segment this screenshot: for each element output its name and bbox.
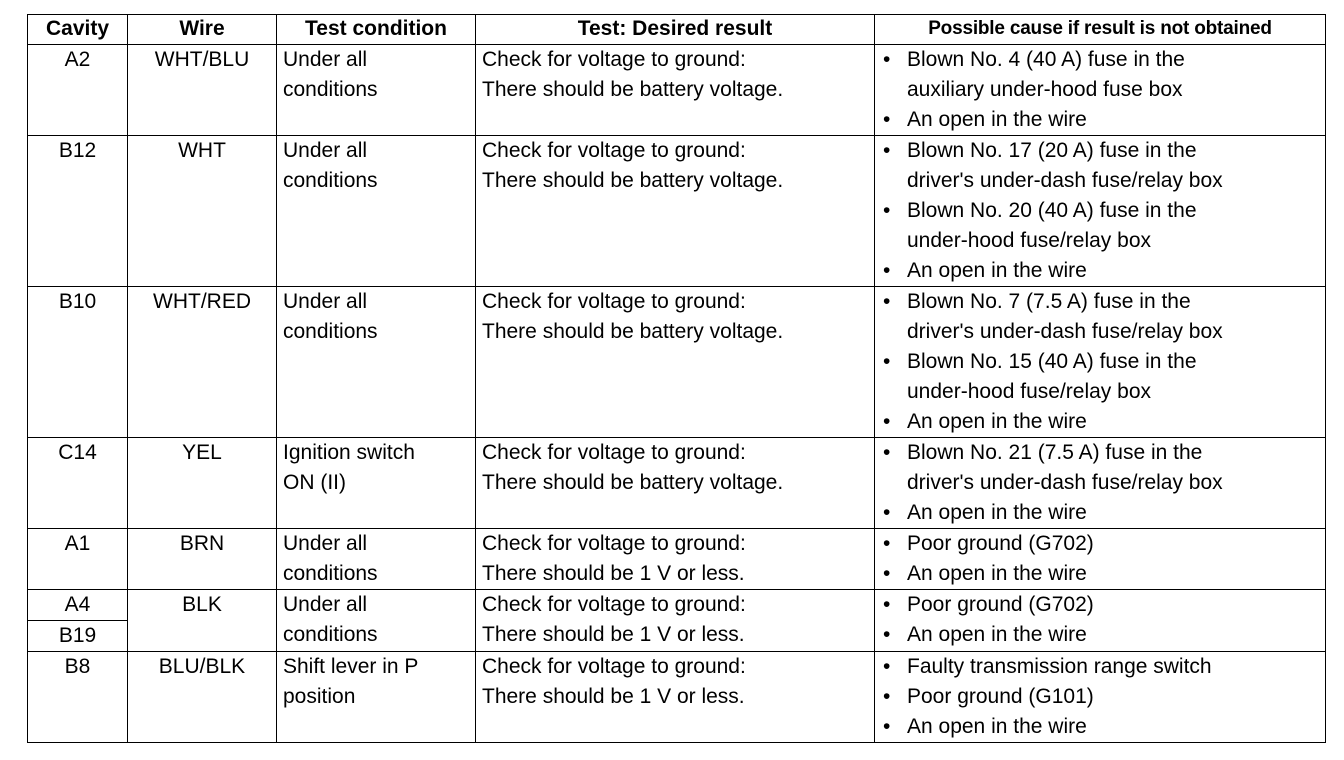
result-line: Check for voltage to ground:: [482, 441, 746, 464]
cause-line: An open in the wire: [907, 410, 1087, 433]
condition-line: Shift lever in P: [283, 655, 419, 678]
wire-cell: YEL: [128, 438, 277, 529]
condition-cell: [277, 287, 476, 438]
table-row: [28, 45, 1326, 136]
bullet-icon: •: [883, 410, 891, 433]
cause-line: Blown No. 4 (40 A) fuse in the: [907, 48, 1185, 71]
condition-cell: [277, 652, 476, 743]
cause-item: [881, 529, 1319, 559]
cause-item: [881, 590, 1319, 620]
condition-line: conditions: [283, 78, 378, 101]
cavity-cell: C14: [28, 438, 128, 529]
cause-line: under-hood fuse/relay box: [907, 380, 1151, 403]
condition-line: conditions: [283, 320, 378, 343]
cavity-cell: A1: [28, 529, 128, 590]
result-cell: [476, 438, 875, 529]
table-row: [28, 529, 1326, 590]
cause-cell: [875, 590, 1326, 652]
condition-cell: [277, 136, 476, 287]
cause-list: [881, 45, 1319, 135]
cause-line: An open in the wire: [907, 562, 1087, 585]
table-row: [28, 590, 1326, 621]
bullet-icon: •: [883, 532, 891, 555]
wire-cell: BLK: [128, 590, 277, 652]
cause-list: [881, 287, 1319, 437]
result-line: There should be battery voltage.: [482, 78, 784, 101]
condition-line: Under all: [283, 139, 368, 162]
result-line: Check for voltage to ground:: [482, 655, 746, 678]
wire-cell: WHT/BLU: [128, 45, 277, 136]
wire-cell: WHT: [128, 136, 277, 287]
condition-line: position: [283, 685, 356, 708]
result-cell: [476, 287, 875, 438]
condition-line: conditions: [283, 169, 378, 192]
cause-item: [881, 498, 1319, 528]
cause-line: Poor ground (G101): [907, 685, 1094, 708]
cause-item: [881, 438, 1319, 498]
bullet-icon: •: [883, 655, 891, 678]
cavity-cell: A4: [28, 590, 128, 621]
cause-line: Poor ground (G702): [907, 532, 1094, 555]
cause-line: Blown No. 17 (20 A) fuse in the: [907, 139, 1197, 162]
header-desired-result: Test: Desired result: [476, 15, 875, 45]
result-line: There should be 1 V or less.: [482, 685, 745, 708]
bullet-icon: •: [883, 48, 891, 71]
bullet-icon: •: [883, 593, 891, 616]
cavity-cell: A2: [28, 45, 128, 136]
result-line: There should be 1 V or less.: [482, 562, 745, 585]
diagnostic-table: [27, 14, 1326, 743]
cause-item: [881, 196, 1319, 256]
cause-line: driver's under-dash fuse/relay box: [907, 471, 1223, 494]
condition-line: Ignition switch: [283, 441, 415, 464]
condition-line: ON (II): [283, 471, 346, 494]
header-test-condition: Test condition: [277, 15, 476, 45]
result-cell: [476, 652, 875, 743]
condition-line: Under all: [283, 290, 368, 313]
cause-item: [881, 652, 1319, 682]
bullet-icon: •: [883, 715, 891, 738]
cause-line: auxiliary under-hood fuse box: [907, 78, 1183, 101]
cause-cell: [875, 652, 1326, 743]
cause-line: Poor ground (G702): [907, 593, 1094, 616]
cause-list: [881, 652, 1319, 742]
condition-line: Under all: [283, 532, 368, 555]
condition-cell: [277, 45, 476, 136]
cause-list: [881, 438, 1319, 528]
result-line: There should be 1 V or less.: [482, 623, 745, 646]
result-cell: [476, 529, 875, 590]
bullet-icon: •: [883, 108, 891, 131]
cause-line: An open in the wire: [907, 623, 1087, 646]
wire-cell: BRN: [128, 529, 277, 590]
table-row: [28, 438, 1326, 529]
cause-line: Blown No. 20 (40 A) fuse in the: [907, 199, 1197, 222]
cause-item: [881, 407, 1319, 437]
cause-line: An open in the wire: [907, 715, 1087, 738]
cause-line: An open in the wire: [907, 501, 1087, 524]
condition-line: Under all: [283, 593, 368, 616]
table-row: [28, 287, 1326, 438]
cause-line: driver's under-dash fuse/relay box: [907, 320, 1223, 343]
header-row: [28, 15, 1326, 45]
result-line: Check for voltage to ground:: [482, 290, 746, 313]
condition-line: Under all: [283, 48, 368, 71]
cause-cell: [875, 45, 1326, 136]
table-row: [28, 136, 1326, 287]
result-cell: [476, 136, 875, 287]
bullet-icon: •: [883, 290, 891, 313]
cause-item: [881, 136, 1319, 196]
cause-cell: [875, 438, 1326, 529]
cause-item: [881, 256, 1319, 286]
bullet-icon: •: [883, 139, 891, 162]
result-cell: [476, 45, 875, 136]
result-line: Check for voltage to ground:: [482, 532, 746, 555]
cause-line: Blown No. 21 (7.5 A) fuse in the: [907, 441, 1203, 464]
cavity-cell: B8: [28, 652, 128, 743]
cause-line: driver's under-dash fuse/relay box: [907, 169, 1223, 192]
cause-item: [881, 620, 1319, 650]
bullet-icon: •: [883, 562, 891, 585]
table-row: [28, 652, 1326, 743]
condition-cell: [277, 590, 476, 652]
result-line: Check for voltage to ground:: [482, 139, 746, 162]
header-wire: Wire: [128, 15, 277, 45]
condition-line: conditions: [283, 623, 378, 646]
result-line: There should be battery voltage.: [482, 471, 784, 494]
condition-cell: [277, 529, 476, 590]
bullet-icon: •: [883, 501, 891, 524]
cause-line: Blown No. 15 (40 A) fuse in the: [907, 350, 1197, 373]
bullet-icon: •: [883, 685, 891, 708]
cause-list: [881, 136, 1319, 286]
result-line: There should be battery voltage.: [482, 320, 784, 343]
cavity-cell: B19: [28, 621, 128, 652]
cause-item: [881, 559, 1319, 589]
condition-line: conditions: [283, 562, 378, 585]
cause-line: Faulty transmission range switch: [907, 655, 1212, 678]
cause-item: [881, 287, 1319, 347]
cause-item: [881, 347, 1319, 407]
cause-line: Blown No. 7 (7.5 A) fuse in the: [907, 290, 1191, 313]
cause-cell: [875, 529, 1326, 590]
cause-cell: [875, 287, 1326, 438]
cause-line: under-hood fuse/relay box: [907, 229, 1151, 252]
cause-line: An open in the wire: [907, 108, 1087, 131]
cause-cell: [875, 136, 1326, 287]
header-possible-cause: Possible cause if result is not obtained: [875, 15, 1326, 45]
cause-list: [881, 590, 1319, 650]
result-line: There should be battery voltage.: [482, 169, 784, 192]
cause-line: An open in the wire: [907, 259, 1087, 282]
bullet-icon: •: [883, 350, 891, 373]
wire-cell: BLU/BLK: [128, 652, 277, 743]
cause-item: [881, 712, 1319, 742]
wire-cell: WHT/RED: [128, 287, 277, 438]
cavity-cell: B12: [28, 136, 128, 287]
header-cavity: Cavity: [28, 15, 128, 45]
condition-cell: [277, 438, 476, 529]
cause-item: [881, 682, 1319, 712]
bullet-icon: •: [883, 199, 891, 222]
cavity-cell: B10: [28, 287, 128, 438]
result-line: Check for voltage to ground:: [482, 593, 746, 616]
cause-list: [881, 529, 1319, 589]
bullet-icon: •: [883, 623, 891, 646]
result-cell: [476, 590, 875, 652]
result-line: Check for voltage to ground:: [482, 48, 746, 71]
cause-item: [881, 105, 1319, 135]
bullet-icon: •: [883, 259, 891, 282]
bullet-icon: •: [883, 441, 891, 464]
cause-item: [881, 45, 1319, 105]
